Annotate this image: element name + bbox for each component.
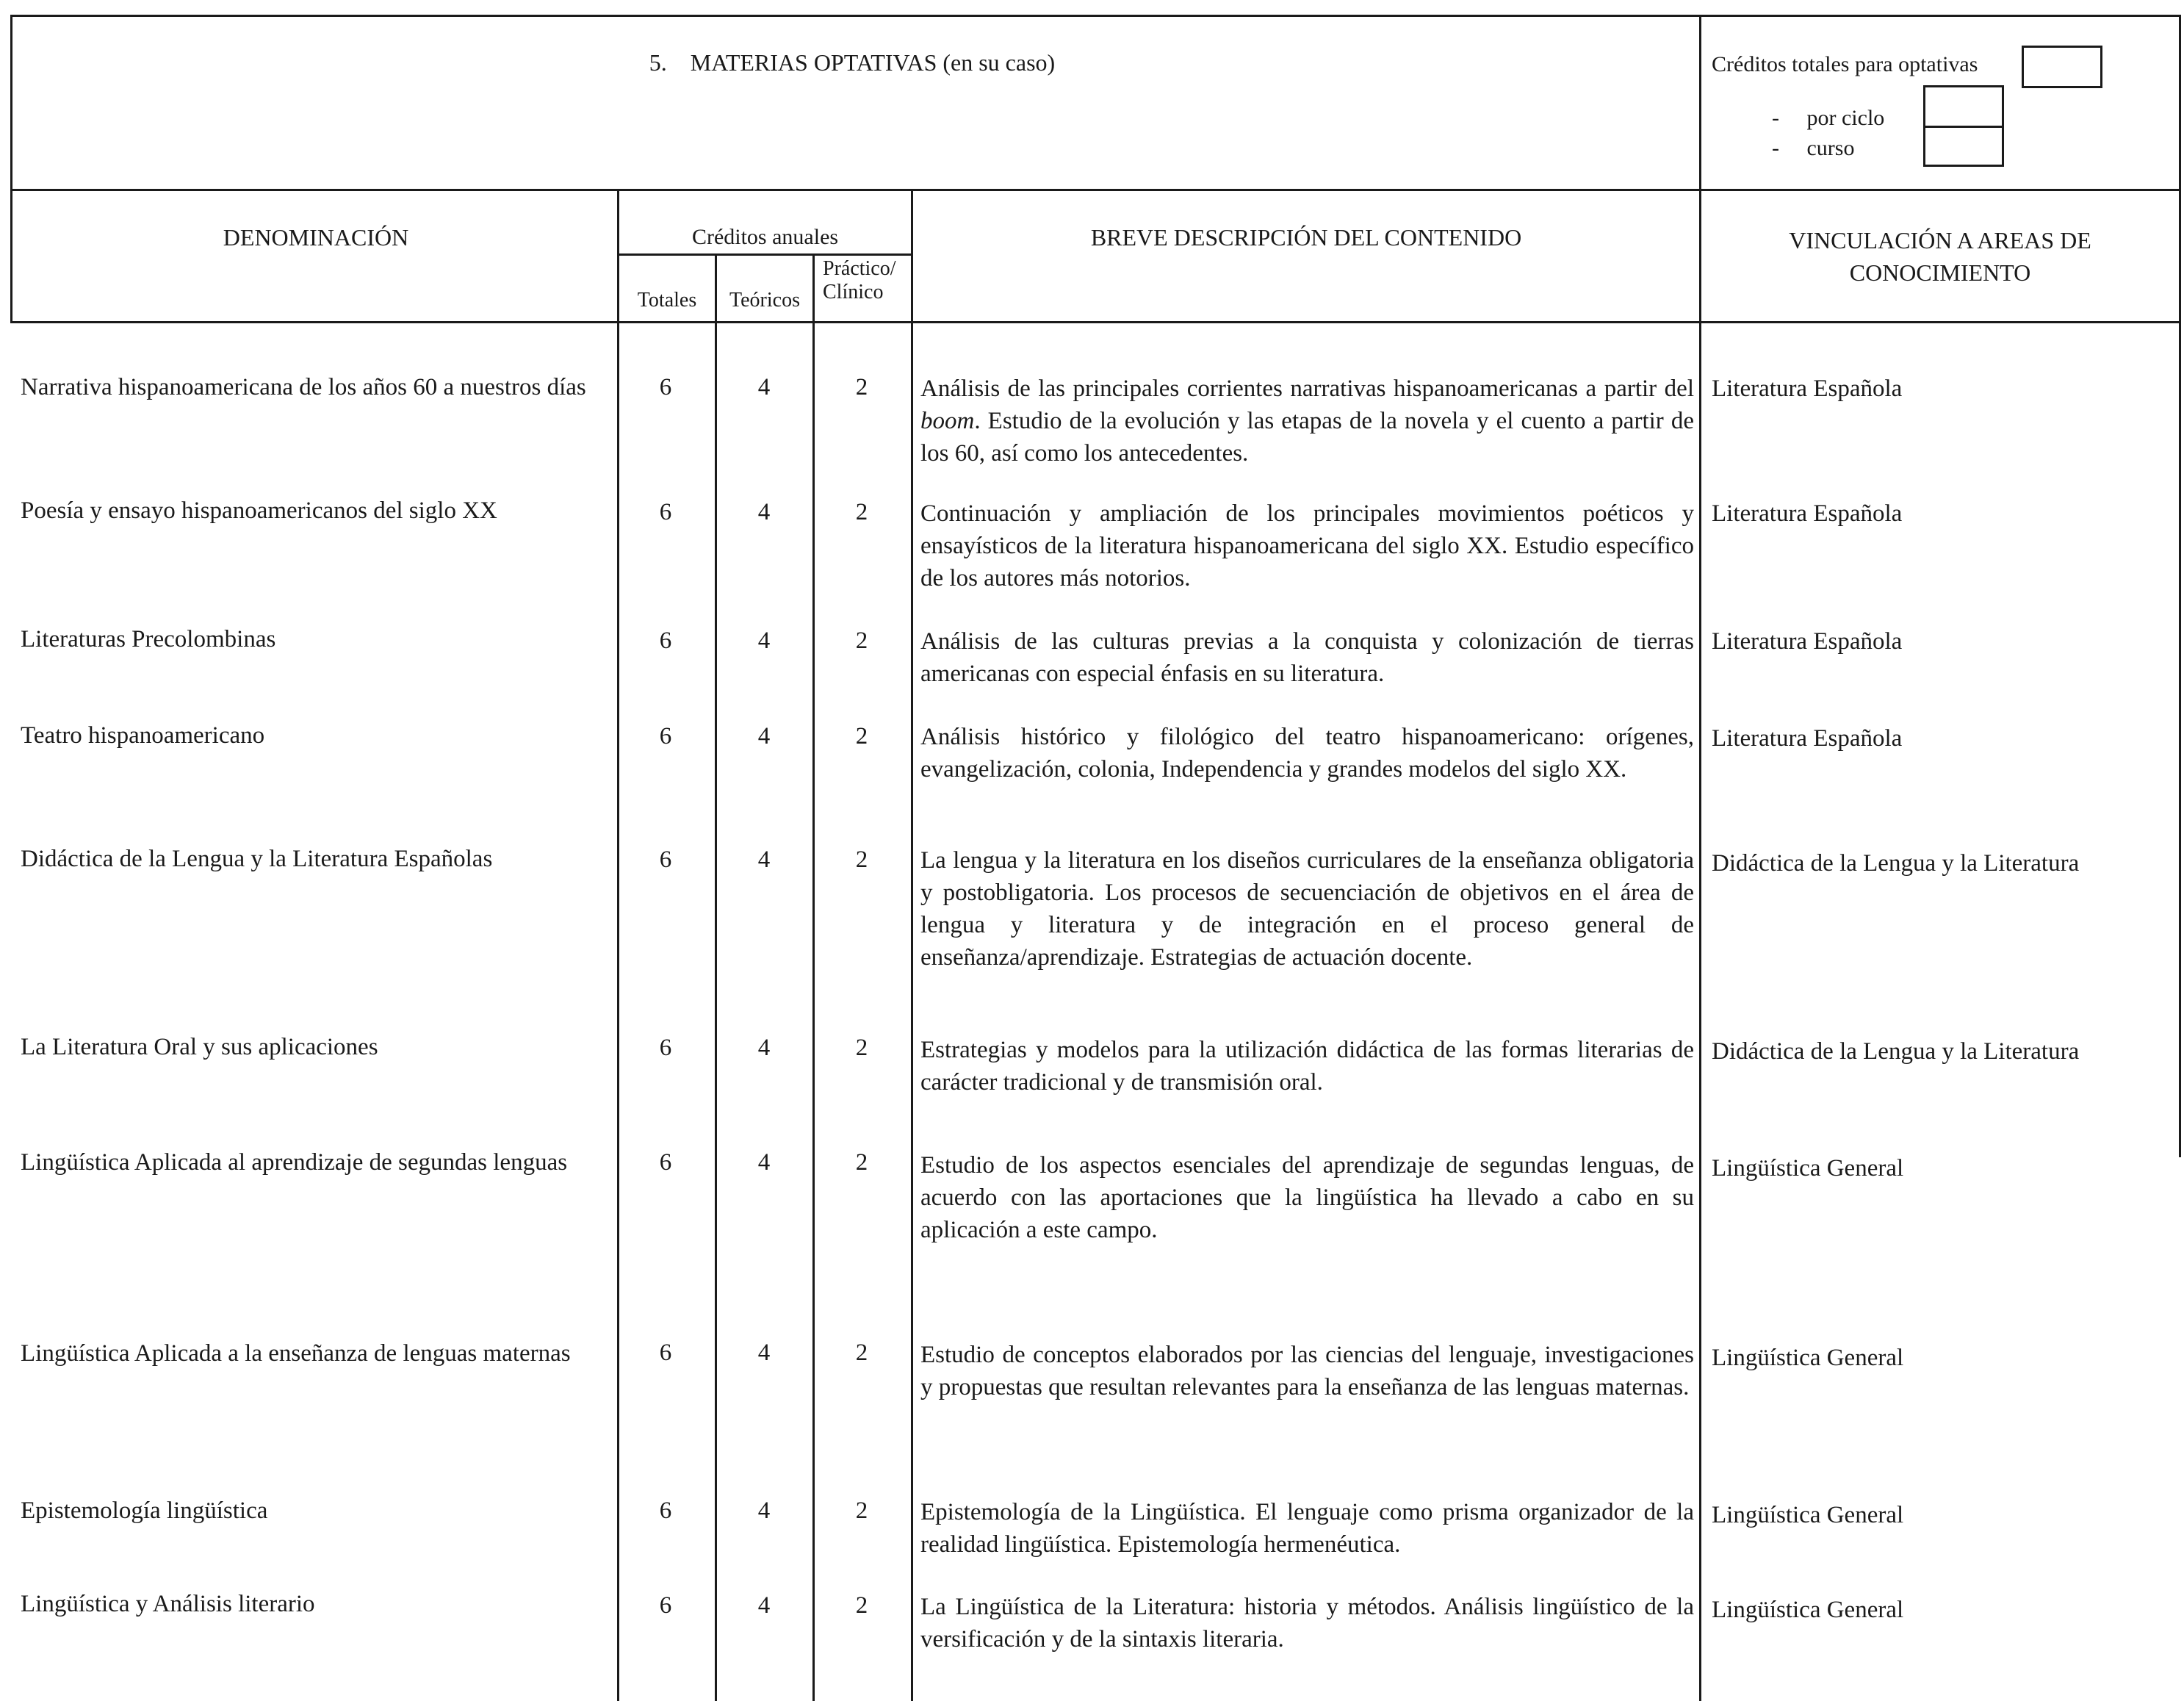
credits-totales: 6	[659, 1497, 672, 1524]
credits-practicos: 2	[855, 1035, 868, 1061]
knowledge-area: Didáctica de la Lengua y la Literatura	[1712, 850, 2080, 877]
credits-teoricos: 4	[757, 1592, 771, 1619]
knowledge-area: Lingüística General	[1712, 1155, 1904, 1182]
description-text: Análisis de las principales corrientes narrativas hispanoamericanas a partir del	[920, 375, 1694, 402]
col-divider-totales	[715, 253, 717, 1701]
section-title: 5. MATERIAS OPTATIVAS (en su caso)	[649, 49, 1056, 76]
content-description: Estrategias y modelos para la utilización didáctica de las formas literarias de carácter tradicional y de transmisión oral.	[920, 1037, 1694, 1096]
credits-teoricos: 4	[757, 846, 771, 873]
credits-totales: 6	[659, 1339, 672, 1366]
col-header-vinculacion: VINCULACIÓN A AREAS DE CONOCIMIENTO	[1789, 227, 2091, 286]
col-divider-practicos	[911, 189, 913, 1701]
knowledge-area: Literatura Española	[1712, 628, 1903, 655]
credits-practicos: 2	[855, 846, 868, 873]
content-description: La lengua y la literatura en los diseños curriculares de la enseñanza obligatoria y postobligatoria. Los procesos de secuenciación de objetivos en el área de lengua y literatura y de integración en el proceso general de enseñanza/aprendizaje. Estrategias de actuación docente.	[920, 847, 1694, 971]
col-header-teoricos: Teóricos	[729, 289, 800, 312]
credits-practicos: 2	[855, 374, 868, 400]
content-description: La Lingüística de la Literatura: historia y métodos. Análisis lingüístico de la versificación y de la sintaxis literaria.	[920, 1594, 1694, 1653]
credits-teoricos: 4	[757, 1339, 771, 1366]
description-text: . Estudio de la evolución y las etapas de la novela y el cuento a partir de los 60, así como los antecedentes.	[920, 408, 1694, 467]
credits-teoricos: 4	[757, 499, 771, 525]
course-label: - curso	[1772, 136, 1855, 160]
col-header-practico: Práctico/ Clínico	[823, 257, 896, 303]
subject-name: Didáctica de la Lengua y la Literatura Españolas	[21, 846, 493, 872]
credits-total-box	[2022, 46, 2102, 88]
col-header-denominacion: DENOMINACIÓN	[223, 224, 409, 251]
subject-name: Lingüística Aplicada a la enseñanza de lenguas maternas	[21, 1340, 571, 1367]
knowledge-area: Literatura Española	[1712, 500, 1903, 527]
left-border	[10, 15, 12, 323]
credits-total-label: Créditos totales para optativas	[1712, 52, 1978, 76]
credits-teoricos: 4	[757, 723, 771, 749]
credits-teoricos: 4	[757, 1497, 771, 1524]
top-border	[10, 15, 2181, 17]
knowledge-area: Lingüística General	[1712, 1502, 1904, 1528]
content-description: Epistemología de la Lingüística. El lenguaje como prisma organizador de la realidad lingüística. Epistemología hermenéutica.	[920, 1499, 1694, 1558]
credits-totales: 6	[659, 723, 672, 749]
credits-totales: 6	[659, 627, 672, 654]
credits-teoricos: 4	[757, 1149, 771, 1176]
col-header-descripcion: BREVE DESCRIPCIÓN DEL CONTENIDO	[1090, 224, 1522, 251]
description-italic: boom	[920, 408, 975, 434]
subject-name: La Literatura Oral y sus aplicaciones	[21, 1034, 378, 1060]
subject-name: Lingüística Aplicada al aprendizaje de segundas lenguas	[21, 1149, 568, 1176]
content-description: Análisis histórico y filológico del teatro hispanoamericano: orígenes, evangelización, colonia, Independencia y grandes modelos del siglo XX.	[920, 724, 1694, 783]
per-cycle-label: - por ciclo	[1772, 106, 1885, 130]
knowledge-area: Lingüística General	[1712, 1597, 1904, 1623]
credits-practicos: 2	[855, 1339, 868, 1366]
credits-practicos: 2	[855, 723, 868, 749]
col-header-creditos-anuales: Créditos anuales	[691, 225, 839, 249]
subject-name: Poesía y ensayo hispanoamericanos del siglo XX	[21, 497, 497, 524]
credits-subheader-divider	[617, 253, 912, 256]
subject-name: Lingüística y Análisis literario	[21, 1591, 315, 1617]
content-description: Estudio de los aspectos esenciales del aprendizaje de segundas lenguas, de acuerdo con las aportaciones que la lingüística ha llevado a cabo en su aplicación a este campo.	[920, 1152, 1694, 1243]
right-border	[2179, 15, 2181, 1157]
credits-totales: 6	[659, 846, 672, 873]
credits-practicos: 2	[855, 1497, 868, 1524]
credits-totales: 6	[659, 374, 672, 400]
content-description: Continuación y ampliación de los principales movimientos poéticos y ensayísticos de la literatura hispanoamericana del siglo XX. Estudio específico de los autores más notorios.	[920, 500, 1694, 591]
knowledge-area: Literatura Española	[1712, 375, 1903, 402]
credits-practicos: 2	[855, 1592, 868, 1619]
credits-totales: 6	[659, 1592, 672, 1619]
knowledge-area: Lingüística General	[1712, 1345, 1904, 1371]
subject-name: Literaturas Precolombinas	[21, 626, 276, 652]
subject-name: Narrativa hispanoamericana de los años 60 a nuestros días	[21, 374, 586, 400]
credits-teoricos: 4	[757, 374, 771, 400]
col-header-totales: Totales	[637, 289, 697, 312]
col-divider-name	[617, 189, 619, 1701]
content-description: Análisis de las culturas previas a la conquista y colonización de tierras americanas con especial énfasis en su literatura.	[920, 628, 1694, 687]
subject-name: Epistemología lingüística	[21, 1497, 268, 1524]
credits-practicos: 2	[855, 1149, 868, 1176]
col-divider-teoricos	[812, 253, 815, 1701]
credits-totales: 6	[659, 1035, 672, 1061]
course-box	[1923, 126, 2004, 167]
content-description	[920, 373, 1694, 470]
credits-teoricos: 4	[757, 1035, 771, 1061]
credits-totales: 6	[659, 1149, 672, 1176]
knowledge-area: Didáctica de la Lengua y la Literatura	[1712, 1038, 2080, 1065]
credits-totales: 6	[659, 499, 672, 525]
per-cycle-box	[1923, 85, 2004, 128]
credits-practicos: 2	[855, 499, 868, 525]
column-header-bottom	[10, 321, 2181, 323]
credits-teoricos: 4	[757, 627, 771, 654]
subject-name: Teatro hispanoamericano	[21, 722, 265, 749]
content-description: Estudio de conceptos elaborados por las ciencias del lenguaje, investigaciones y propuestas que resultan relevantes para la enseñanza de las lenguas maternas.	[920, 1342, 1694, 1400]
credits-practicos: 2	[855, 627, 868, 654]
header-divider	[10, 189, 2181, 191]
knowledge-area: Literatura Española	[1712, 725, 1903, 752]
